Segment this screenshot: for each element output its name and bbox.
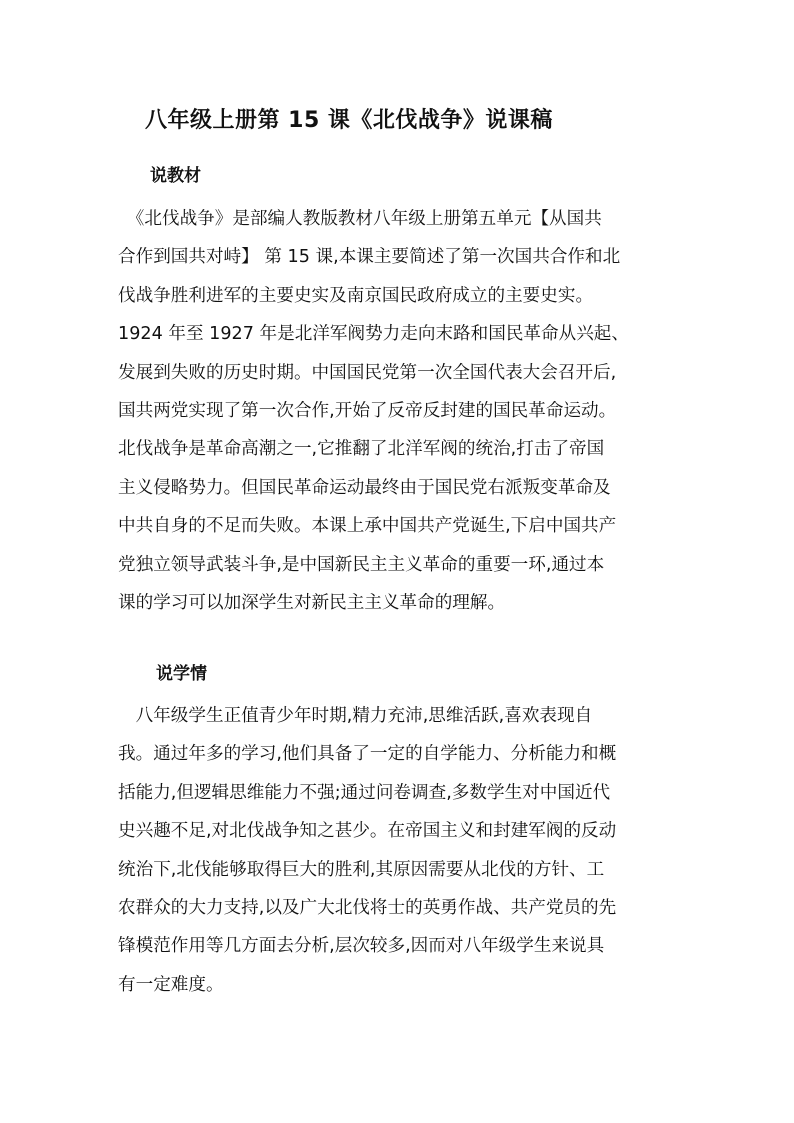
paragraph-line: 中共自身的不足而失败。本课上承中国共产党诞生,下启中国共产: [118, 516, 617, 537]
paragraph-line: 史兴趣不足,对北伐战争知之甚少。在帝国主义和封建军阀的反动: [118, 821, 617, 842]
paragraph-line: 括能力,但逻辑思维能力不强;通过问卷调查,多数学生对中国近代: [118, 782, 611, 803]
section-body-students: [118, 697, 688, 1004]
paragraph-line: 国共两党实现了第一次合作,开始了反帝反封建的国民革命运动。: [118, 400, 617, 421]
paragraph-line: 有一定难度。: [118, 974, 224, 995]
section-body-textbook: [118, 200, 688, 622]
paragraph-line: 锋模范作用等几方面去分析,层次较多,因而对八年级学生来说具: [118, 936, 605, 957]
section-heading-students: 说学情: [156, 664, 207, 684]
paragraph-line: 统治下,北伐能够取得巨大的胜利,其原因需要从北伐的方针、工: [118, 859, 605, 880]
document-title: 八年级上册第 15 课《北伐战争》说课稿: [145, 108, 553, 133]
paragraph-line: 合作到国共对峙】 第 15 课,本课主要简述了第一次国共合作和北: [118, 247, 621, 268]
paragraph-line: 我。通过年多的学习,他们具备了一定的自学能力、分析能力和概: [118, 744, 617, 765]
paragraph-line: 伐战争胜利进军的主要史实及南京国民政府成立的主要史实。: [118, 285, 594, 306]
paragraph-line: 主义侵略势力。但国民革命运动最终由于国民党右派叛变革命及: [118, 477, 611, 498]
section-heading-textbook: 说教材: [150, 166, 201, 186]
paragraph-line: 1924 年至 1927 年是北洋军阀势力走向末路和国民革命从兴起、: [118, 324, 629, 345]
paragraph-line: 八年级学生正值青少年时期,精力充沛,思维活跃,喜欢表现自: [118, 706, 593, 726]
paragraph-line: 发展到失败的历史时期。中国国民党第一次全国代表大会召开后,: [118, 362, 617, 383]
paragraph-line: 北伐战争是革命高潮之一,它推翻了北洋军阀的统治,打击了帝国: [118, 439, 605, 460]
paragraph-line: 农群众的大力支持,以及广大北伐将士的英勇作战、共产党员的先: [118, 897, 617, 918]
paragraph-line: 课的学习可以加深学生对新民主主义革命的理解。: [118, 592, 506, 613]
paragraph-line: 《北伐战争》是部编人教版教材八年级上册第五单元【从国共: [118, 209, 602, 229]
paragraph-line: 党独立领导武装斗争,是中国新民主主义革命的重要一环,通过本: [118, 554, 605, 575]
